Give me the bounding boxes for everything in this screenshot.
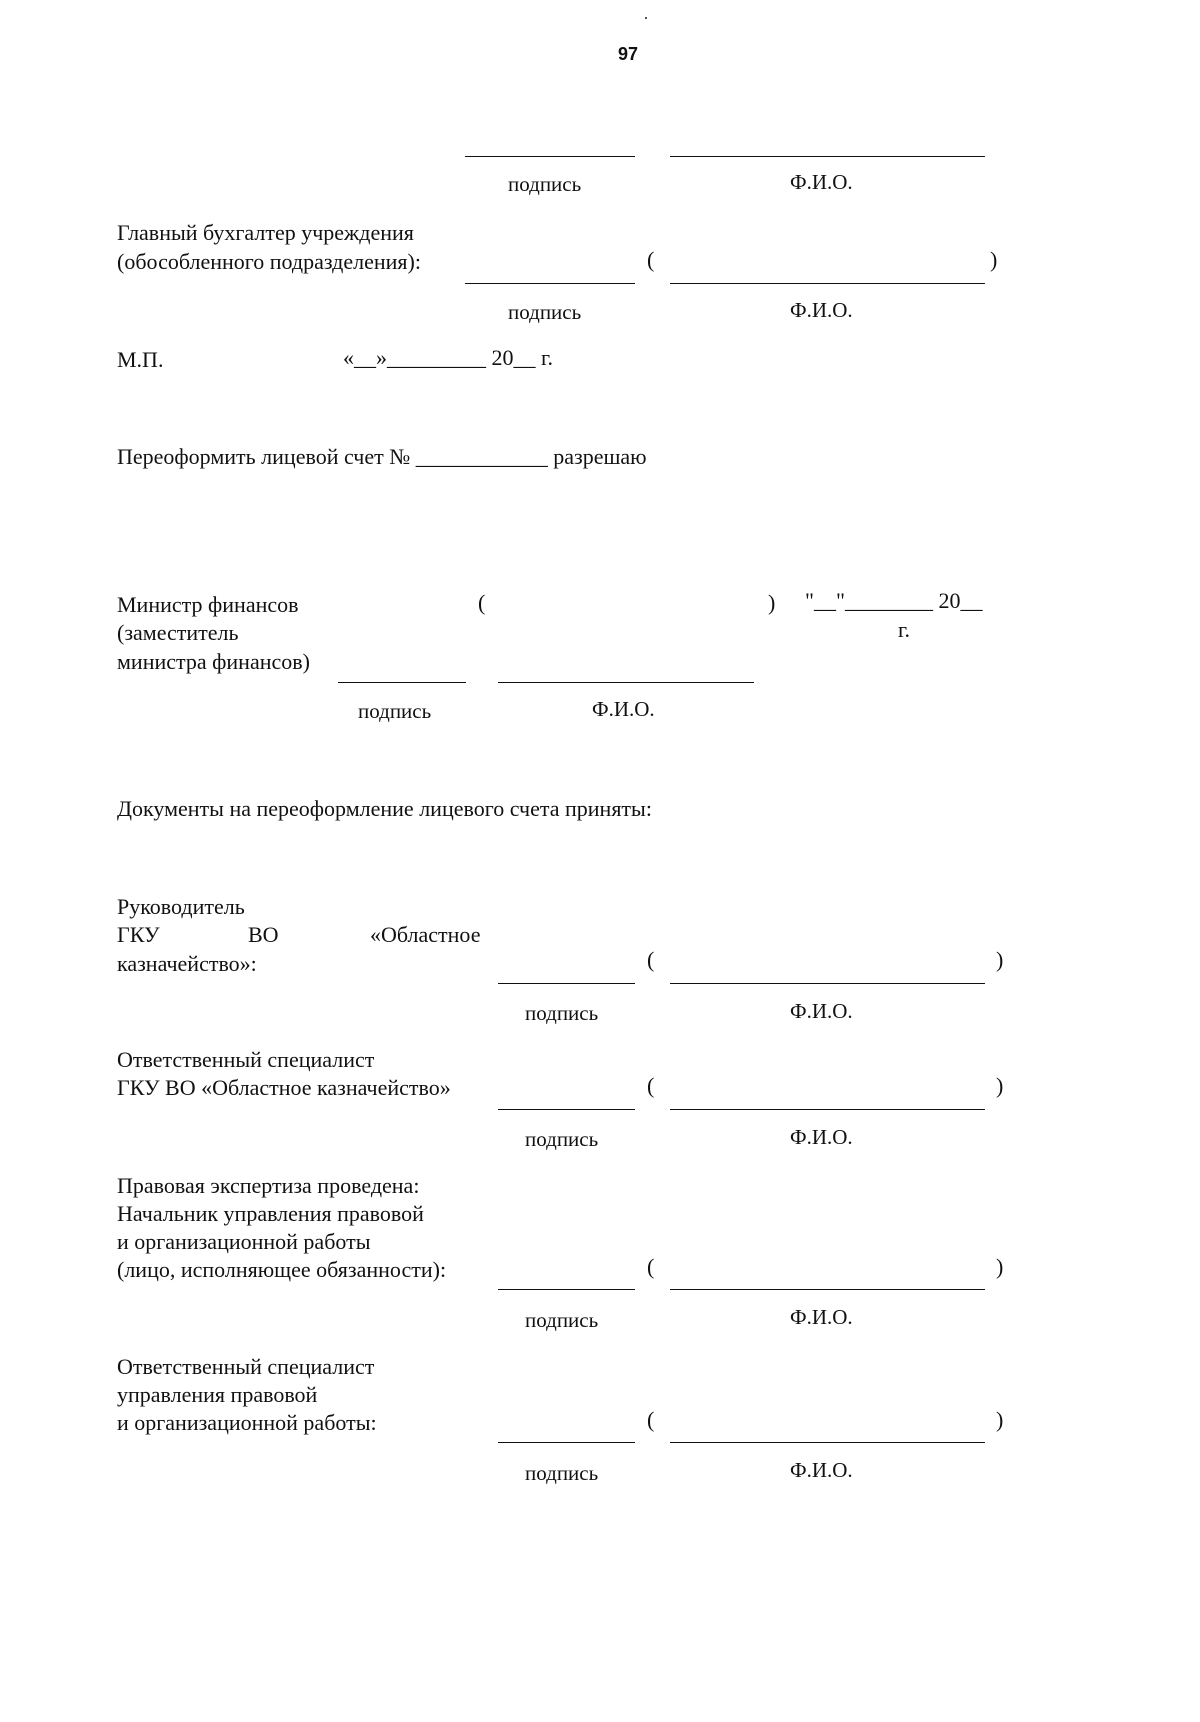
- name-caption: Ф.И.О.: [790, 1125, 853, 1149]
- open-paren: (: [647, 1073, 655, 1098]
- close-paren: ): [996, 1407, 1004, 1432]
- chief-accountant-label-line1: Главный бухгалтер учреждения: [117, 220, 414, 245]
- close-paren: ): [990, 247, 998, 272]
- signature-line: [465, 156, 635, 157]
- minister-label-line1: Министр финансов: [117, 592, 299, 617]
- name-line: [670, 156, 985, 157]
- chief-accountant-signature-line[interactable]: [465, 283, 635, 284]
- open-paren: (: [647, 247, 655, 272]
- open-paren: (: [647, 1254, 655, 1279]
- open-paren: (: [647, 947, 655, 972]
- page-number: 97: [618, 44, 639, 64]
- signature-caption: подпись: [508, 300, 582, 324]
- minister-signature-line[interactable]: [338, 682, 466, 683]
- treasury-head-label-line1: Руководитель: [117, 894, 245, 919]
- minister-date-field: "__"________ 20__: [805, 588, 983, 613]
- minister-year-suffix: г.: [898, 617, 911, 642]
- reissue-permission-text: Переоформить лицевой счет № ____________ разрешаю: [117, 444, 647, 469]
- open-paren: (: [478, 590, 486, 615]
- treasury-head-label-line3: казначейство»:: [117, 951, 257, 976]
- legal-specialist-signature-line[interactable]: [498, 1442, 635, 1443]
- minister-name-line[interactable]: [498, 682, 754, 683]
- signature-caption: подпись: [508, 172, 582, 196]
- signature-caption: подпись: [525, 1001, 599, 1025]
- signature-caption: подпись: [525, 1308, 599, 1332]
- documents-accepted-text: Документы на переоформление лицевого счета приняты:: [117, 796, 652, 821]
- legal-specialist-label-line3: и организационной работы:: [117, 1410, 377, 1435]
- legal-head-label-line4: (лицо, исполняющее обязанности):: [117, 1257, 447, 1282]
- minister-label-line2: (заместитель: [117, 620, 239, 645]
- close-paren: ): [996, 947, 1004, 972]
- date-field: «__»_________ 20__ г.: [343, 345, 554, 370]
- treasury-head-signature-line[interactable]: [498, 983, 635, 984]
- treasury-specialist-label-line2: ГКУ ВО «Областное казначейство»: [117, 1075, 451, 1100]
- close-paren: ): [996, 1073, 1004, 1098]
- legal-head-label-line1: Правовая экспертиза проведена:: [117, 1173, 420, 1198]
- treasury-head-label-gku: ГКУ: [117, 922, 160, 947]
- legal-head-name-line[interactable]: [670, 1289, 985, 1290]
- open-paren: (: [647, 1407, 655, 1432]
- minister-label-line3: министра финансов): [117, 649, 310, 674]
- name-caption: Ф.И.О.: [592, 697, 655, 721]
- name-caption: Ф.И.О.: [790, 1458, 853, 1482]
- close-paren: ): [768, 590, 776, 615]
- treasury-head-label-vo: ВО: [248, 922, 279, 947]
- name-caption: Ф.И.О.: [790, 298, 853, 322]
- signature-caption: подпись: [525, 1461, 599, 1485]
- close-paren: ): [996, 1254, 1004, 1279]
- treasury-specialist-label-line1: Ответственный специалист: [117, 1047, 375, 1072]
- chief-accountant-name-line[interactable]: [670, 283, 985, 284]
- scan-speck: [645, 17, 647, 19]
- signature-caption: подпись: [525, 1127, 599, 1151]
- legal-specialist-label-line2: управления правовой: [117, 1382, 318, 1407]
- name-caption: Ф.И.О.: [790, 170, 853, 194]
- legal-head-label-line2: Начальник управления правовой: [117, 1201, 424, 1226]
- signature-caption: подпись: [358, 699, 432, 723]
- treasury-specialist-signature-line[interactable]: [498, 1109, 635, 1110]
- legal-specialist-name-line[interactable]: [670, 1442, 985, 1443]
- chief-accountant-label-line2: (обособленного подразделения):: [117, 249, 421, 274]
- legal-specialist-label-line1: Ответственный специалист: [117, 1354, 375, 1379]
- name-caption: Ф.И.О.: [790, 999, 853, 1023]
- legal-head-signature-line[interactable]: [498, 1289, 635, 1290]
- stamp-place-label: М.П.: [117, 347, 164, 372]
- legal-head-label-line3: и организационной работы: [117, 1229, 371, 1254]
- treasury-head-name-line[interactable]: [670, 983, 985, 984]
- treasury-specialist-name-line[interactable]: [670, 1109, 985, 1110]
- name-caption: Ф.И.О.: [790, 1305, 853, 1329]
- treasury-head-label-oblastnoe: «Областное: [370, 922, 481, 947]
